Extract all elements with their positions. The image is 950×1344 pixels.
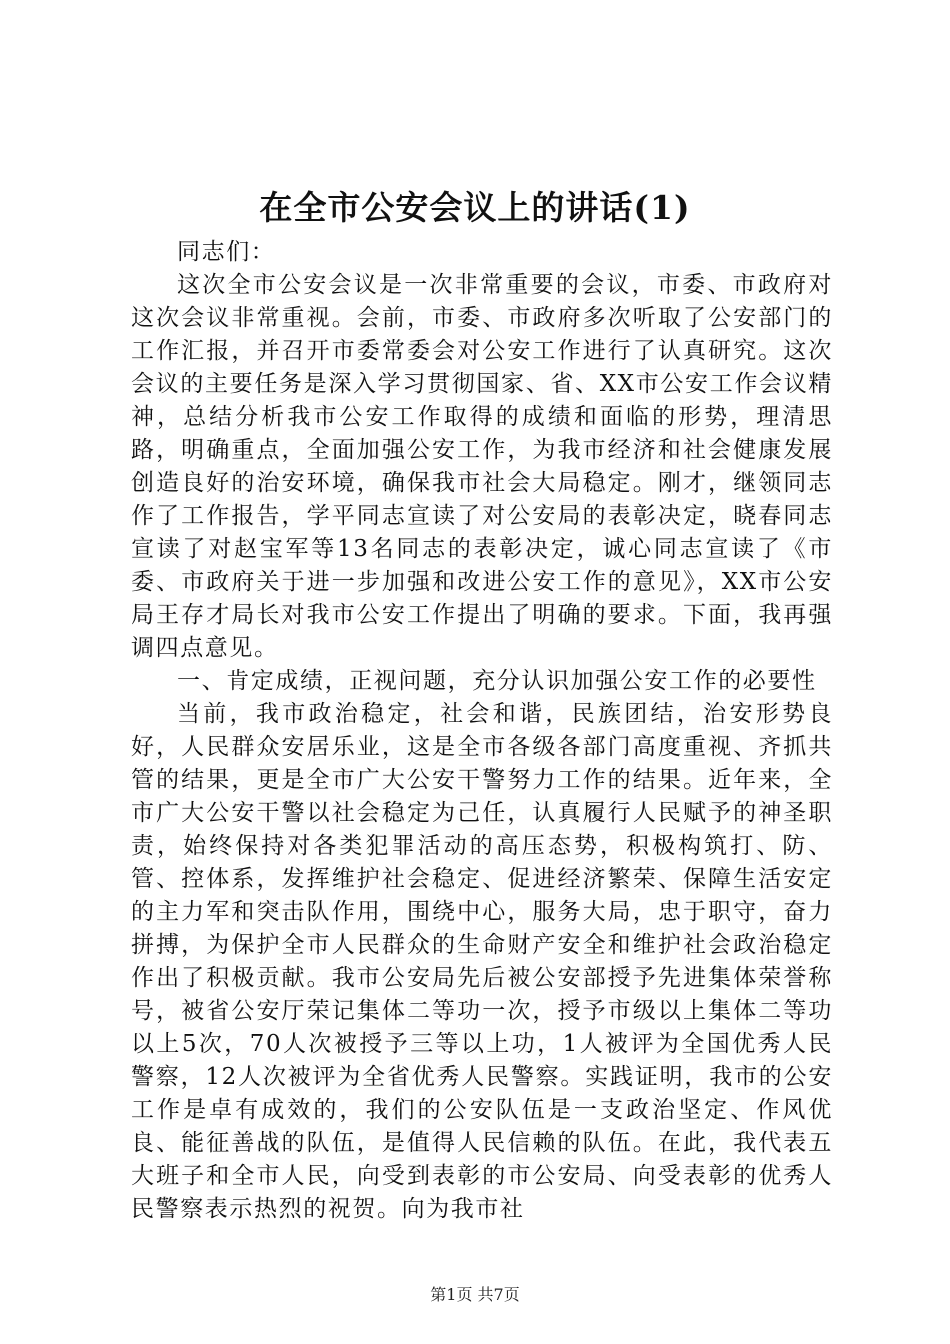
section-heading: 一、肯定成绩，正视问题，充分认识加强公安工作的必要性 <box>177 668 817 694</box>
document-body <box>131 236 833 1226</box>
section-paragraph: 当前，我市政治稳定，社会和谐，民族团结，治安形势良好，人民群众安居乐业，这是全市各级各部门高度重视、齐抓共管的结果，更是全市广大公安干警努力工作的结果。近年来，全市广大公安干警以社会稳定为己任，认真履行人民赋予的神圣职责，始终保持对各类犯罪活动的高压态势，积极构筑打、防、管、控体系，发挥维护社会稳定、促进经济繁荣、保障生活安定的主力军和突击队作用，围绕中心，服务大局，忠于职守，奋力拼搏，为保护全市人民群众的生命财产安全和维护社会政治稳定作出了积极贡献。我市公安局先后被公安部授予先进集体荣誉称号，被省公安厅荣记集体二等功一次，授予市级以上集体二等功以上5次，70人次被授予三等以上功，1人被评为全国优秀人民警察，12人次被评为全省优秀人民警察。实践证明，我市的公安工作是卓有成效的，我们的公安队伍是一支政治坚定、作风优良、能征善战的队伍，是值得人民信赖的队伍。在此，我代表五大班子和全市人民，向受到表彰的市公安局、向受表彰的优秀人民警察表示热烈的祝贺。向为我市社 <box>131 701 833 1222</box>
salutation-paragraph: 同志们： <box>177 239 276 265</box>
page-footer: 第1页 共7页 <box>430 1285 520 1304</box>
document-title: 在全市公安会议上的讲话(1) <box>259 188 691 227</box>
intro-paragraph: 这次全市公安会议是一次非常重要的会议，市委、市政府对这次会议非常重视。会前，市委、市政府多次听取了公安部门的工作汇报，并召开市委常委会对公安工作进行了认真研究。这次会议的主要任务是深入学习贯彻国家、省、XX市公安工作会议精神，总结分析我市公安工作取得的成绩和面临的形势，理清思路，明确重点，全面加强公安工作，为我市经济和社会健康发展创造良好的治安环境，确保我市社会大局稳定。刚才，继领同志作了工作报告，学平同志宣读了对公安局的表彰决定，晓春同志宣读了对赵宝军等13名同志的表彰决定，诚心同志宣读了《市委、市政府关于进一步加强和改进公安工作的意见》，XX市公安局王存才局长对我市公安工作提出了明确的要求。下面，我再强调四点意见。 <box>131 272 833 661</box>
